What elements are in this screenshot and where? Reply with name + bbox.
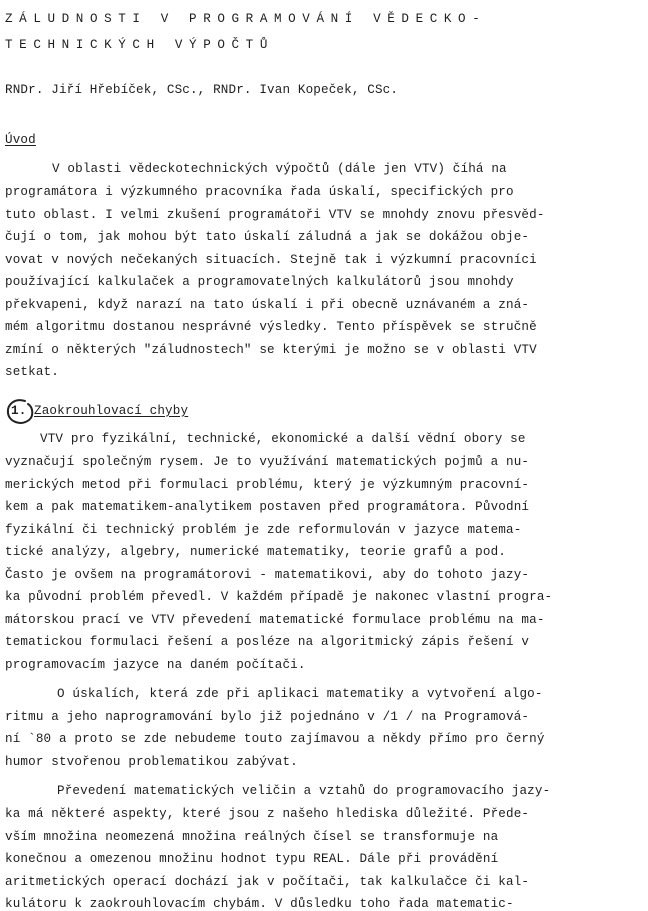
intro-line: programátora i výzkumného pracovníka řada úskalí, specifických pro bbox=[5, 185, 514, 199]
body-line: programovacím jazyce na daném počítači. bbox=[5, 658, 306, 672]
intro-line: překvapeni, když narazí na tato úskalí i při obecně uznávaném a zná- bbox=[5, 298, 530, 312]
body-line: kulátoru k zaokrouhlovacím chybám. V důsledku toho řada matematic- bbox=[5, 897, 514, 911]
body-line: humor stvořenou problematikou zabývat. bbox=[5, 755, 298, 769]
document-title-line-2: TECHNICKÝCH VÝPOČTŮ bbox=[5, 38, 274, 52]
body-line: VTV pro fyzikální, technické, ekonomické a další vědní obory se bbox=[40, 432, 526, 446]
intro-line: V oblasti vědeckotechnických výpočtů (dále jen VTV) číhá na bbox=[52, 162, 507, 176]
intro-line: čují o tom, jak mohou být tato úskalí záludná a jak se dokážou obje- bbox=[5, 230, 530, 244]
body-line: vyznačují společným rysem. Je to využívání matematických pojmů a nu- bbox=[5, 455, 530, 469]
body-line: ka má některé aspekty, které jsou z našeho hlediska důležité. Přede- bbox=[5, 807, 530, 821]
body-line: ka původní problém převedl. V každém případě je nakonec vlastní progra- bbox=[5, 590, 553, 604]
body-line: tické analýzy, algebry, numerické matematiky, teorie grafů a pod. bbox=[5, 545, 506, 559]
body-line: ritmu a jeho naprogramování bylo již pojednáno v /1 / na Programová- bbox=[5, 710, 530, 724]
body-line: ní `80 a proto se zde nebudeme touto zajímavou a někdy přímo pro černý bbox=[5, 732, 545, 746]
section-heading-intro: Úvod bbox=[5, 133, 36, 147]
intro-line: zmíní o některých "záludnostech" se kterými je možno se v oblasti VTV bbox=[5, 343, 537, 357]
body-line: fyzikální či technický problém je zde reformulován v jazyce matema- bbox=[5, 523, 522, 537]
document-title-line-1: ZÁLUDNOSTI V PROGRAMOVÁNÍ VĚDECKO- bbox=[5, 12, 487, 26]
body-line: vším množina neomezená množina reálných čísel se transformuje na bbox=[5, 830, 499, 844]
intro-line: setkat. bbox=[5, 365, 59, 379]
intro-line: vovat v nových nečekaných situacích. Stejně tak i výzkumní pracovníci bbox=[5, 253, 537, 267]
authors: RNDr. Jiří Hřebíček, CSc., RNDr. Ivan Kopeček, CSc. bbox=[5, 83, 399, 97]
body-line: Převedení matematických veličin a vztahů do programovacího jazy- bbox=[57, 784, 551, 798]
body-line: kem a pak matematikem-analytikem postaven před programátora. Původní bbox=[5, 500, 530, 514]
section-number-1: 1. bbox=[11, 404, 27, 418]
body-line: aritmetických operací dochází jak v počítači, tak kalkulačce či kal- bbox=[5, 875, 530, 889]
body-line: Často je ovšem na programátorovi - matematikovi, aby do tohoto jazy- bbox=[5, 568, 530, 582]
intro-line: tuto oblast. I velmi zkušení programátoři VTV se mnohdy znovu přesvěd- bbox=[5, 208, 545, 222]
body-line: mátorskou prací ve VTV převedení matematické formulace problému na ma- bbox=[5, 613, 545, 627]
intro-line: mém algoritmu dostanou nesprávné výsledky. Tento příspěvek se stručně bbox=[5, 320, 537, 334]
body-line: tematickou formulaci řešení a posléze na algoritmický zápis řešení v bbox=[5, 635, 530, 649]
body-line: merických metod při formulaci problému, který je výzkumným pracovní- bbox=[5, 478, 530, 492]
body-line: O úskalích, která zde při aplikaci matematiky a vytvoření algo- bbox=[57, 687, 543, 701]
section-heading-1: Zaokrouhlovací chyby bbox=[34, 404, 189, 418]
body-line: konečnou a omezenou množinu hodnot typu REAL. Dále při provádění bbox=[5, 852, 499, 866]
intro-line: používající kalkulaček a programovatelných kalkulátorů jsou mnohdy bbox=[5, 275, 514, 289]
